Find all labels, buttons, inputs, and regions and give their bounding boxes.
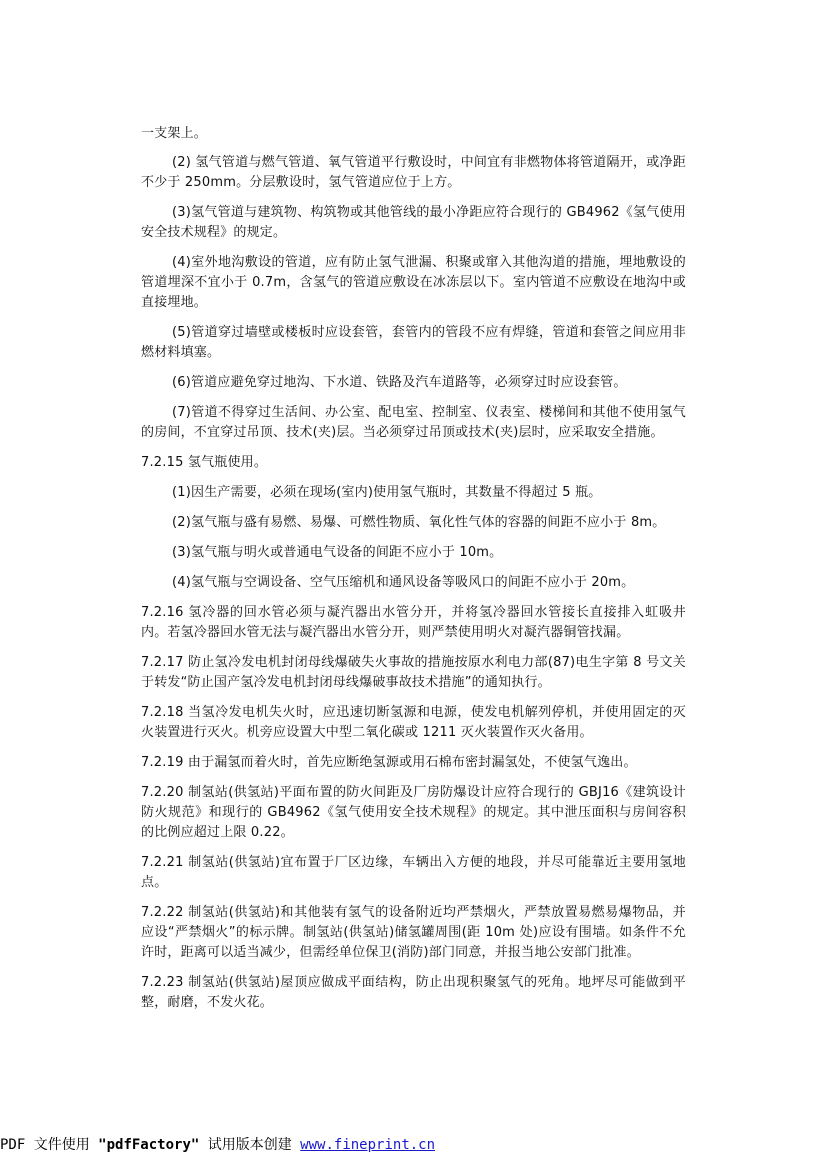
paragraph-item-4: (4)室外地沟敷设的管道，应有防止氢气泄漏、积聚或窜入其他沟道的措施，埋地敷设的管道埋深不宜小于 0.7m，含氢气的管道应敷设在冰冻层以下。室内管道不应敷设在地沟中或直接埋地。 [141,255,686,310]
section-7-2-16: 7.2.16 氢冷器的回水管必须与凝汽器出水管分开，并将氢冷器回水管接长直接排入虹吸井内。若氢冷器回水管无法与凝汽器出水管分开，则严禁使用明火对凝汽器铜管找漏。 [141,605,686,640]
section-7-2-19: 7.2.19 由于漏氢而着火时，首先应断绝氢源或用石棉布密封漏氢处，不使氢气逸出。 [141,755,637,770]
pdf-footer [0,1136,435,1154]
section-7-2-15: 7.2.15 氢气瓶使用。 [141,455,268,470]
paragraph-continuation: 一支架上。 [141,126,208,141]
paragraph-bottle-4: (4)氢气瓶与空调设备、空气压缩机和通风设备等吸风口的间距不应小于 20m。 [172,575,635,590]
paragraph-bottle-3: (3)氢气瓶与明火或普通电气设备的间距不应小于 10m。 [172,545,503,560]
paragraph-item-6: (6)管道应避免穿过地沟、下水道、铁路及汽车道路等，必须穿过时应设套管。 [172,375,627,390]
section-7-2-21: 7.2.21 制氢站(供氢站)宜布置于厂区边缘，车辆出入方便的地段，并尽可能靠近主要用氢地点。 [141,855,686,890]
paragraph-bottle-1: (1)因生产需要，必须在现场(室内)使用氢气瓶时，其数量不得超过 5 瓶。 [172,485,602,500]
paragraph-item-7: (7)管道不得穿过生活间、办公室、配电室、控制室、仪表室、楼梯间和其他不使用氢气的房间，不宜穿过吊顶、技术(夹)层。当必须穿过吊顶或技术(夹)层时，应采取安全措施。 [141,405,686,440]
footer-middle: 试用版本创建 [199,1137,301,1153]
footer-product: "pdfFactory" [98,1137,200,1153]
section-7-2-17: 7.2.17 防止氢冷发电机封闭母线爆破失火事故的措施按原水利电力部(87)电生字第 8 号文关于转发“防止国产氢冷发电机封闭母线爆破事故技术措施”的通知执行。 [141,655,686,690]
section-7-2-20: 7.2.20 制氢站(供氢站)平面布置的防火间距及厂房防爆设计应符合现行的 GBJ16《建筑设计防火规范》和现行的 GB4962《氢气使用安全技术规程》的规定。其中泄压面积与房间容积的比例应超过上限 0.22。 [141,785,686,840]
paragraph-bottle-2: (2)氢气瓶与盛有易燃、易爆、可燃性物质、氧化性气体的容器的间距不应小于 8m。 [172,515,666,530]
paragraph-item-3: (3)氢气管道与建筑物、构筑物或其他管线的最小净距应符合现行的 GB4962《氢气使用安全技术规程》的规定。 [141,205,686,240]
section-7-2-18: 7.2.18 当氢冷发电机失火时，应迅速切断氢源和电源，使发电机解列停机，并使用固定的灭火装置进行灭火。机旁应设置大中型二氧化碳或 1211 灭火装置作灭火备用。 [141,705,686,740]
paragraph-item-5: (5)管道穿过墙壁或楼板时应设套管，套管内的管段不应有焊缝，管道和套管之间应用非燃材料填塞。 [141,325,686,360]
section-7-2-23: 7.2.23 制氢站(供氢站)屋顶应做成平面结构，防止出现积聚氢气的死角。地坪尽可能做到平整，耐磨，不发火花。 [141,975,686,1010]
footer-link[interactable]: www.fineprint.cn [300,1137,436,1153]
paragraph-item-2: (2) 氢气管道与燃气管道、氧气管道平行敷设时，中间宜有非燃物体将管道隔开，或净距不少于 250mm。分层敷设时，氢气管道应位于上方。 [141,155,686,190]
section-7-2-22: 7.2.22 制氢站(供氢站)和其他装有氢气的设备附近均严禁烟火，严禁放置易燃易爆物品，并应设“严禁烟火”的标示牌。制氢站(供氢站)储氢罐周围(距 10m 处)应设有围墙。如条件不允许时，距离可以适当减少，但需经单位保卫(消防)部门同意，并报当地公安部门批准。 [141,905,686,960]
footer-prefix: PDF 文件使用 [0,1137,99,1153]
document-body [141,124,686,1023]
